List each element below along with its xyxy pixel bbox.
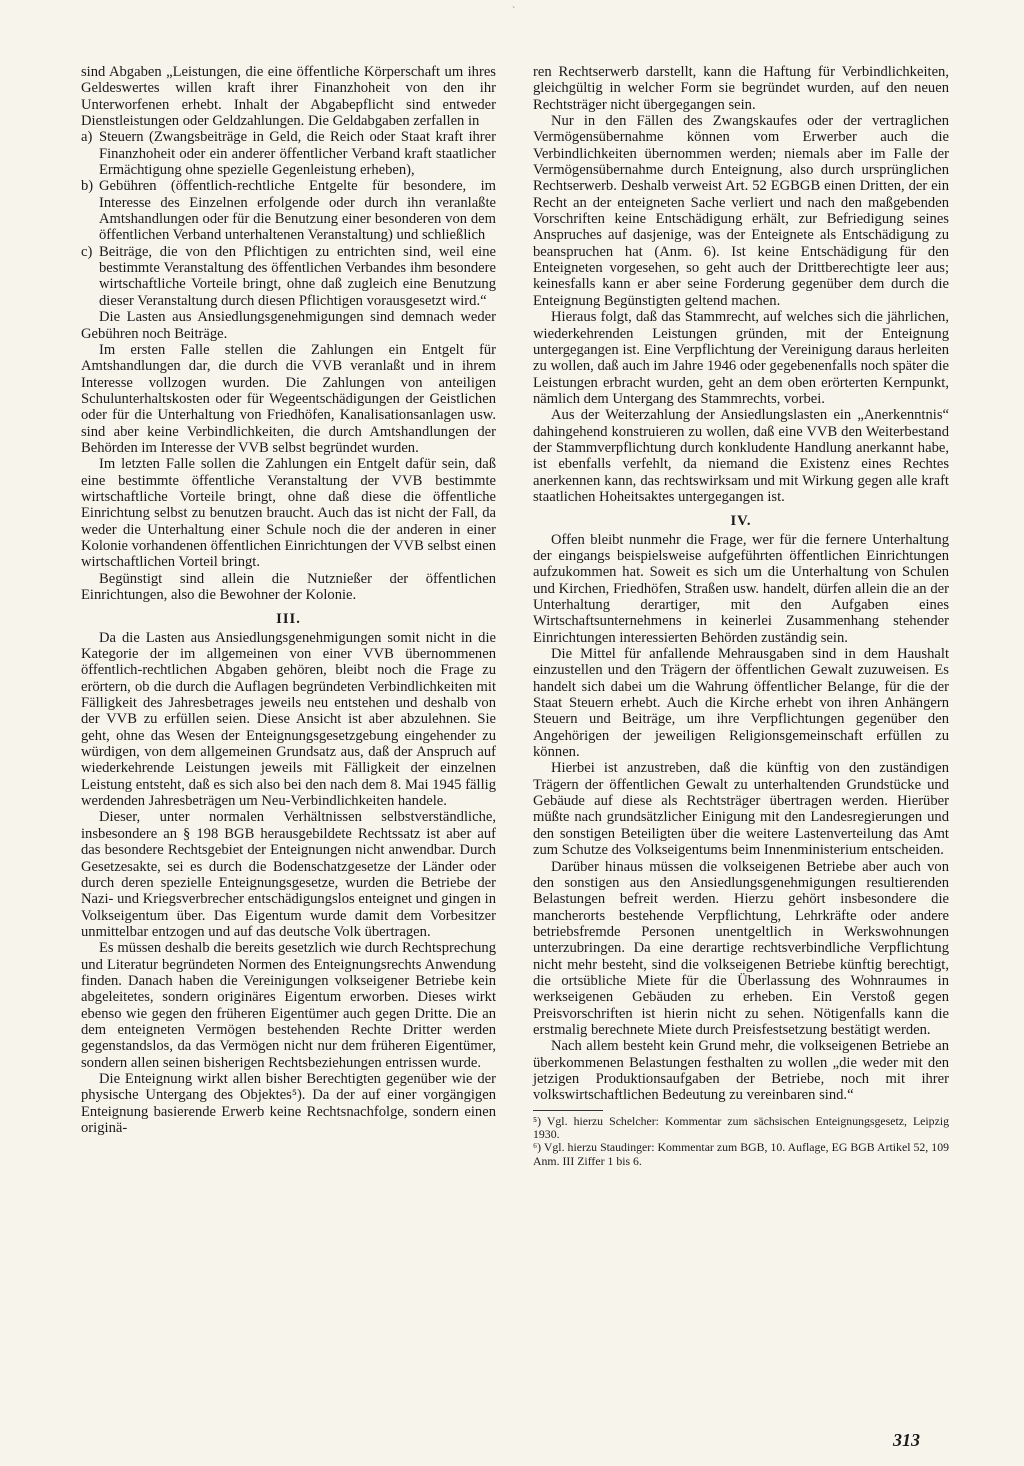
paragraph: Dieser, unter normalen Verhältnissen selbstverständliche, insbesondere an § 198 BGB herausgebildete Rechtssatz ist aber auf das besondere Rechtsgebiet der Enteignungen nicht anwendbar. Durch Gesetzesakte, sei es durch die Bodenschatzgesetze der Länder oder durch deren spezielle Enteignungsgesetze, wurden die Betriebe der Nazi- und Kriegsverbrecher entschädigungslos enteignet und gingen in Volkseigentum über. Das Eigentum wurde damit dem Vorbesitzer unmittelbar entzogen und auf das deutsche Volk übertragen. — [81, 809, 496, 940]
list-marker: b) — [81, 178, 94, 195]
paragraph: Die Mittel für anfallende Mehrausgaben sind in dem Haushalt einzustellen und den Trägern der öffentlichen Gewalt zuzuweisen. Es handelt sich dabei um die Wahrung öffentlicher Belange, für die der Staat Steuern erhebt. Auch die Kirche erhebt von ihren Anhängern Steuern und Beiträge, um ihre Verpflichtungen gegenüber den Angehörigen der jeweiligen Religionsgemeinschaft erfüllen zu können. — [533, 646, 949, 761]
footnote-5: ⁵) Vgl. hierzu Schelcher: Kommentar zum sächsischen Enteignungsgesetz, Leipzig 1930. — [533, 1113, 949, 1141]
list-marker: a) — [81, 129, 93, 146]
paragraph: Nur in den Fällen des Zwangskaufes oder der vertraglichen Vermögensübernahme können vom Erwerber auch die Verbindlichkeiten übernommen werden; niemals aber im Falle der Vermögensübernahme durch Enteignung, also durch ursprünglichen Rechtserwerb. Deshalb verweist Art. 52 EGBGB einen Dritten, der ein Recht an der enteigneten Sache verliert und nach den maßgebenden Vorschriften keine Entschädigung erhält, zur Befriedigung seines Anspruches auf dasjenige, was der Enteignete als Entschädigung zu beanspruchen hat (Anm. 6). Ist keine Entschädigung für den Enteigneten vorgesehen, so geht auch der Drittberechtigte leer aus; keinesfalls kann er aber seine Forderung gegenüber dem durch die Enteignung Begünstigten geltend machen. — [533, 113, 949, 309]
list-item-b — [81, 178, 496, 243]
list-text: Gebühren (öffentlich-rechtliche Entgelte für besondere, im Interesse des Einzelnen erfolgende oder durch ihn veranlaßte Amtshandlungen oder für die Benutzung einer besonderen von dem öffentlichen Verband unterhaltenen Veranstaltung) und schließlich — [99, 178, 496, 244]
paragraph: Aus der Weiterzahlung der Ansiedlungslasten ein „Anerkenntnis“ dahingehend konstruieren zu wollen, daß eine VVB den Weiterbestand der Stammverpflichtung durch konkludente Handlung anerkannt habe, ist ebenfalls verfehlt, da niemand die Existenz eines Rechtes anerkennen kann, das rechtswirksam und mit Wirkung gegen alle kraft staatlichen Hoheitsaktes untergegangen ist. — [533, 407, 949, 505]
right-column — [533, 64, 949, 1168]
list-item-a — [81, 129, 496, 178]
paragraph: Hierbei ist anzustreben, daß die künftig von den zuständigen Trägern der öffentlichen Gewalt zu unterhaltenden Grundstücke und Gebäude auf diese als Rechtsträger übertragen werden. Hierüber müßte nach grundsätzlicher Einigung mit den Landesregierungen und den sonstigen Beteiligten über die weitere Lastenverteilung das Amt zum Schutze des Volkseigentums beim Innenministerium entscheiden. — [533, 760, 949, 859]
paragraph: Die Lasten aus Ansiedlungsgenehmigungen sind demnach weder Gebühren noch Beiträge. — [81, 309, 496, 342]
paragraph: Da die Lasten aus Ansiedlungsgenehmigungen somit nicht in die Kategorie der im allgemeinen von einer VVB übernommenen öffentlich-rechtlichen Abgaben gehören, bleibt noch die Frage zu erörtern, ob die durch die Auflagen begründeten Verbindlichkeiten mit Fälligkeit des Jahresbetrages jeweils neu entstehen und deshalb von der VVB zu erfüllen seien. Diese Ansicht ist aber abzulehnen. Sie geht, ohne das Wesen der Enteignungsgesetzgebung eingehender zu würdigen, von dem allgemeinen Grundsatz aus, daß der Anspruch auf wiederkehrende Leistungen jeweils mit Fälligkeit der einzelnen Leistung entsteht, daß es sich also bei den nach dem 8. Mai 1945 fällig werdenden Jahresbeträgen um Neu-Verbindlichkeiten handele. — [81, 629, 496, 810]
paragraph: Es müssen deshalb die bereits gesetzlich wie durch Rechtsprechung und Literatur begründeten Normen des Enteignungsrechts Anwendung finden. Danach haben die Vereinigungen volkseigener Betriebe kein abgeleitetes, sondern originäres Eigentum erworben. Dieses wirkt ebenso wie gegen den früheren Eigentümer auch gegen Dritte. Die an dem enteigneten Vermögen bestehenden Rechte Dritter werden gegenstandslos, da das Vermögen nicht nur dem früheren Eigentümer, sondern allen seinen bisherigen Rechtsbeziehungen entrissen wurde. — [81, 940, 496, 1071]
footnote-divider — [533, 1110, 603, 1111]
section-heading-iv: IV. — [730, 513, 752, 530]
paragraph: sind Abgaben „Leistungen, die eine öffentliche Körperschaft um ihres Geldeswertes willen kraft ihrer Finanzhoheit von den ihr Unterworfenen erhebt. Inhalt der Abgabepflicht sind entweder Dienstleistungen oder Geldzahlungen. Die Geldabgaben zerfallen in — [81, 64, 496, 130]
paragraph: Im ersten Falle stellen die Zahlungen ein Entgelt für Amtshandlungen dar, die durch die VVB veranlaßt und in ihrem Interesse vollzogen wurden. Die Zahlungen von anteiligen Schulunterhaltskosten oder für Wegeentschädigungen der Geistlichen oder für die Unterhaltung von Friedhöfen, Kanalisationsanlagen usw. sind aber keine Verbindlichkeiten, die durch Amtshandlungen der Behörden im Interesse der VVB selbst begründet wurden. — [81, 341, 496, 456]
list-text: Steuern (Zwangsbeiträge in Geld, die Reich oder Staat kraft ihrer Finanzhoheit oder ein anderer öffentlicher Verband kraft staatlicher Ermächtigung ohne spezielle Gegenleistung erheben), — [99, 129, 496, 179]
paragraph: Hieraus folgt, daß das Stammrecht, auf welches sich die jährlichen, wiederkehrenden Leistungen gründen, mit der Enteignung untergegangen ist. Eine Verpflichtung der Vereinigung daraus herleiten zu wollen, daß auch im Jahre 1946 oder gegebenenfalls noch später die Leistungen erbracht wurden, geht an dem oben erörterten Kernpunkt, nämlich dem Untergang des Stammrechts, vorbei. — [533, 309, 949, 407]
paragraph: Darüber hinaus müssen die volkseigenen Betriebe aber auch von den sonstigen aus den Ansiedlungsgenehmigungen resultierenden Belastungen befreit werden. Hierzu gehört insbesondere die mancherorts bestehende Verpflichtung, Lehrkräfte oder andere betriebsfremde Personen unentgeltlich in Werkswohnungen unterzubringen. Da eine derartige rechtsverbindliche Verpflichtung nicht mehr besteht, sind die volkseigenen Betriebe künftig berechtigt, die ortsübliche Miete für die Überlassung des Wohnraumes in werkseigenen Gebäuden zu erheben. Ein Verstoß gegen Preisvorschriften ist hierin nicht zu sehen. Nötigenfalls kann die erstmalig berechnete Miete durch Preisfestsetzung bestätigt werden. — [533, 858, 949, 1038]
footnote-6: ⁶) Vgl. hierzu Staudinger: Kommentar zum BGB, 10. Auflage, EG BGB Artikel 52, 109 Anm. III Ziffer 1 bis 6. — [533, 1140, 949, 1168]
list-item-c — [81, 244, 496, 309]
paragraph: Im letzten Falle sollen die Zahlungen ein Entgelt dafür sein, daß eine bestimmte öffentliche Veranstaltung der VVB bestimmte wirtschaftliche Vorteile bringt, ohne daß diese die öffentliche Einrichtung selbst zu benutzen braucht. Auch das ist nicht der Fall, da weder die Unterhaltung einer Schule noch die der anderen in einer Kolonie vorhandenen öffentlichen Einrichtungen der VVB selbst einen wirtschaftlichen Vorteil bringt. — [81, 456, 496, 571]
section-heading-iii: III. — [276, 611, 301, 628]
list-marker: c) — [81, 243, 93, 260]
paragraph: Begünstigt sind allein die Nutznießer der öffentlichen Einrichtungen, also die Bewohner der Kolonie. — [81, 570, 496, 603]
scan-mark: ` — [512, 6, 516, 17]
paragraph: Offen bleibt nunmehr die Frage, wer für die fernere Unterhaltung der eingangs beispielsweise aufgeführten öffentlichen Einrichtungen aufzukommen hat. Soweit es sich um die Unterhaltung von Schulen und Kirchen, Friedhöfen, Straßen usw. handelt, dürfen allein die an der Unterhaltung derartiger, mit den Aufgaben eines Wirtschaftsunternehmens in keinerlei Zusammenhang stehender Einrichtungen interessierten Behörden zuständig sein. — [533, 531, 949, 646]
list-text: Beiträge, die von den Pflichtigen zu entrichten sind, weil eine bestimmte Veranstaltung des öffentlichen Verbandes ihm besondere wirtschaftliche Vorteile bringt, ohne daß zugleich eine Benutzung dieser Veranstaltung durch diesen Pflichtigen vorausgesetzt wird.“ — [99, 243, 496, 309]
paragraph: ren Rechtserwerb darstellt, kann die Haftung für Verbindlichkeiten, gleichgültig in welcher Form sie begründet wurden, auf den neuen Rechtsträger nicht übergegangen sein. — [533, 64, 949, 113]
left-column — [81, 64, 496, 1136]
paragraph: Die Enteignung wirkt allen bisher Berechtigten gegenüber wie der physische Untergang des Objektes⁵). Da der auf einer vorgängigen Enteignung basierende Erwerb keine Rechtsnachfolge, sondern einen originä- — [81, 1070, 496, 1136]
paragraph: Nach allem besteht kein Grund mehr, die volkseigenen Betriebe an überkommenen Belastungen festhalten zu wollen „die weder mit den jetzigen Produktionsaufgaben der Betriebe, noch mit ihrer volkswirtschaftlichen Bedeutung zu vereinbaren sind.“ — [533, 1038, 949, 1104]
page-number: 313 — [893, 1430, 920, 1450]
